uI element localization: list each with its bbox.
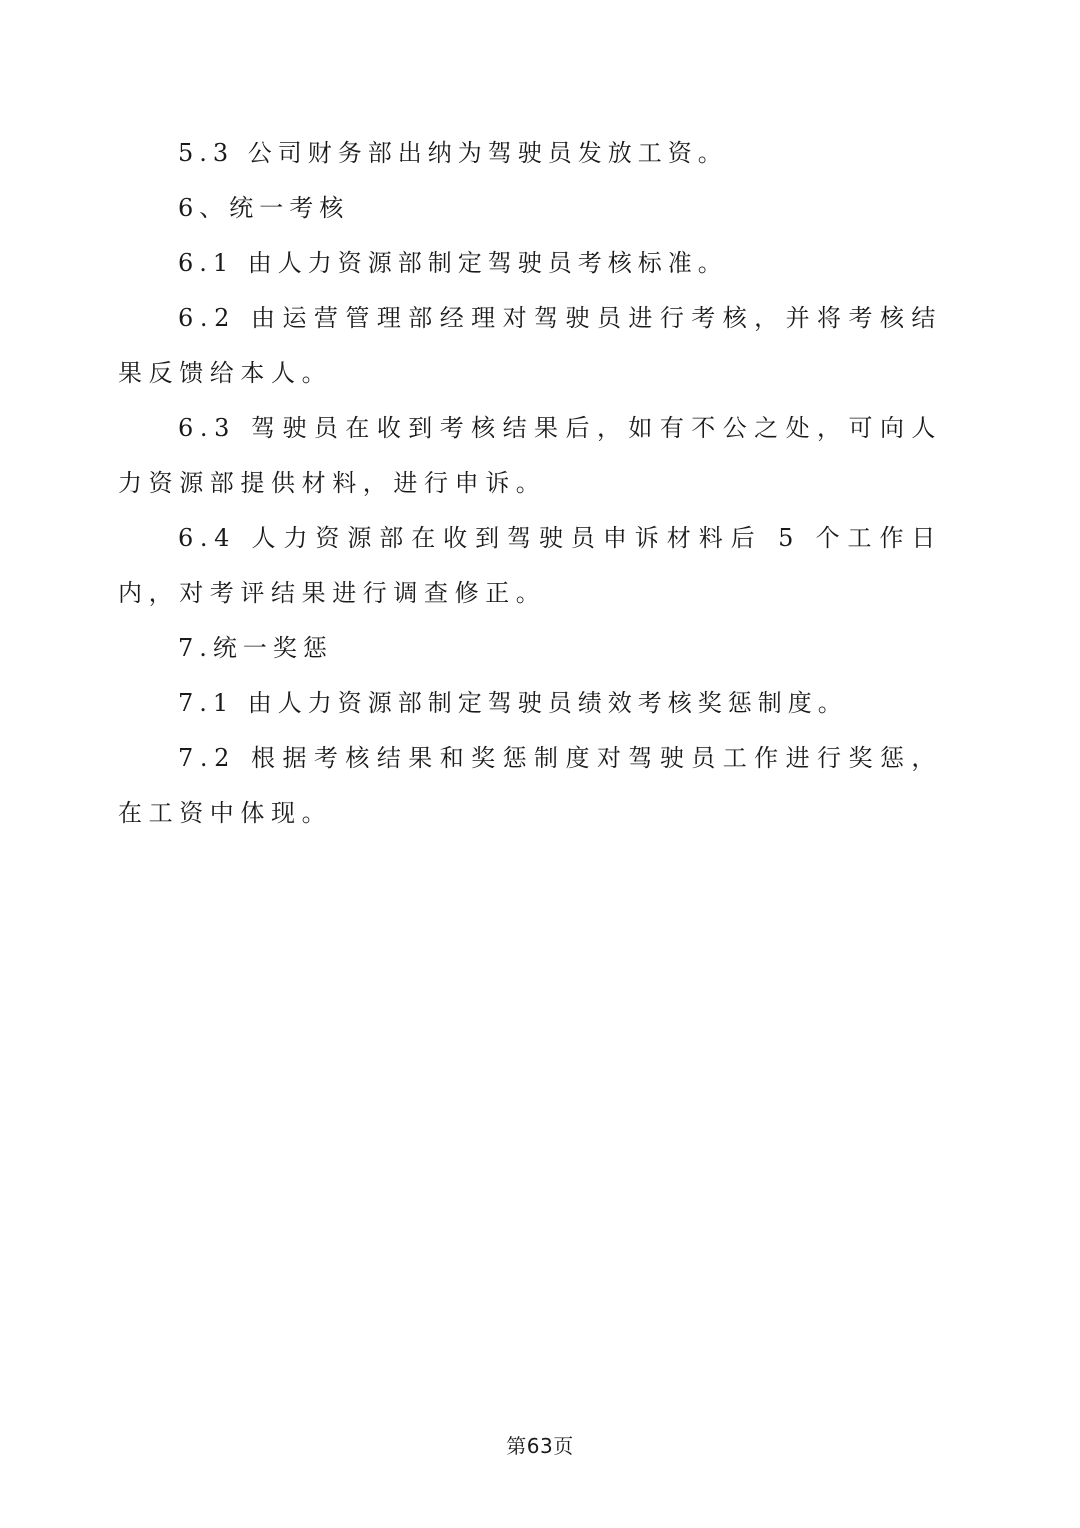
paragraph-6-2: 6.2 由运营管理部经理对驾驶员进行考核，并将考核结果反馈给本人。 bbox=[118, 304, 942, 387]
paragraph-5-3: 5.3 公司财务部出纳为驾驶员发放工资。 bbox=[178, 139, 728, 167]
section-heading-7: 7.统一奖惩 bbox=[178, 634, 333, 662]
page-number: 第63页 bbox=[506, 1434, 574, 1458]
section-heading-6: 6、统一考核 bbox=[178, 194, 350, 222]
paragraph-6-3: 6.3 驾驶员在收到考核结果后，如有不公之处，可向人力资源部提供材料，进行申诉。 bbox=[118, 414, 942, 497]
document-body bbox=[118, 126, 942, 841]
paragraph-6-4: 6.4 人力资源部在收到驾驶员申诉材料后 5 个工作日内，对考评结果进行调查修正。 bbox=[118, 524, 942, 607]
paragraph-7-1: 7.1 由人力资源部制定驾驶员绩效考核奖惩制度。 bbox=[178, 689, 848, 717]
paragraph-6-1: 6.1 由人力资源部制定驾驶员考核标准。 bbox=[178, 249, 728, 277]
paragraph-7-2: 7.2 根据考核结果和奖惩制度对驾驶员工作进行奖惩，在工资中体现。 bbox=[118, 744, 942, 827]
